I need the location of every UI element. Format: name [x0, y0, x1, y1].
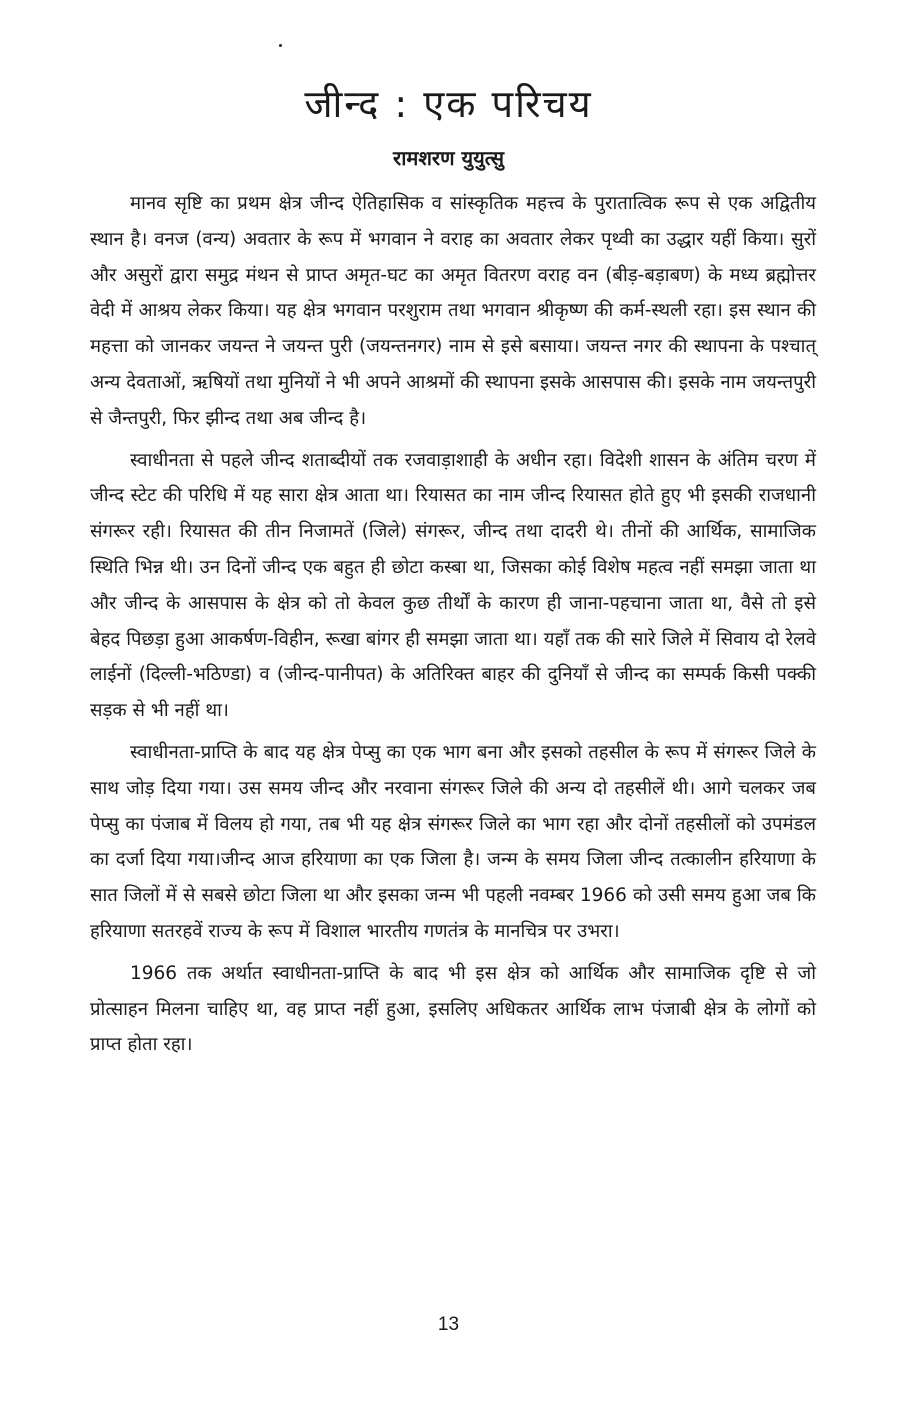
page-number: 13 [437, 1314, 460, 1335]
paragraph-3: स्वाधीनता-प्राप्ति के बाद यह क्षेत्र पेप्सु का एक भाग बना और इसको तहसील के रूप में संगरूर जिले के साथ जोड़ दिया गया। उस समय जीन्द और नरवाना संगरूर जिले की अन्य दो तहसीलें थी। आगे चलकर जब पेप्सु का पंजाब में विलय हो गया, तब भी यह क्षेत्र संगरूर जिले का भाग रहा और दोनों तहसीलों को उपमंडल का दर्जा दिया गया।जीन्द आज हरियाणा का एक जिला है। जन्म के समय जिला जीन्द तत्कालीन हरियाणा के सात जिलों में से सबसे छोटा जिला था और इसका जन्म भी पहली नवम्बर 1966 को उसी समय हुआ जब कि हरियाणा सतरहवें राज्य के रूप में विशाल भारतीय गणतंत्र के मानचित्र पर उभरा। [90, 741, 816, 942]
ink-speck [279, 44, 282, 47]
paragraph-4: 1966 तक अर्थात स्वाधीनता-प्राप्ति के बाद भी इस क्षेत्र को आर्थिक और सामाजिक दृष्टि से जो प्रोत्साहन मिलना चाहिए था, वह प्राप्त नहीं हुआ, इसलिए अधिकतर आर्थिक लाभ पंजाबी क्षेत्र के लोगों को प्राप्त होता रहा। [90, 962, 816, 1056]
paragraph-1: मानव सृष्टि का प्रथम क्षेत्र जीन्द ऐतिहासिक व सांस्कृतिक महत्त्व के पुरातात्विक रूप से एक अद्वितीय स्थान है। वनज (वन्य) अवतार के रूप में भगवान ने वराह का अवतार लेकर पृथ्वी का उद्धार यहीं किया। सुरों और असुरों द्वारा समुद्र मंथन से प्राप्त अमृत-घट का अमृत वितरण वराह वन (बीड़-बड़ाबण) के मध्य ब्रह्मोत्तर वेदी में आश्रय लेकर किया। यह क्षेत्र भगवान परशुराम तथा भगवान श्रीकृष्ण की कर्म-स्थली रहा। इस स्थान की महत्ता को जानकर जयन्त ने जयन्त पुरी (जयन्तनगर) नाम से इसे बसाया। जयन्त नगर की स्थापना के पश्चात् अन्य देवताओं, ऋषियों तथा मुनियों ने भी अपने आश्रमों की स्थापना इसके आसपास की। इसके नाम जयन्तपुरी से जैन्तपुरी, फिर झीन्द तथा अब जीन्द है। [90, 193, 817, 429]
chapter-body [90, 186, 816, 1069]
author-name: रामशरण युयुत्सु [393, 146, 504, 170]
paragraph-2: स्वाधीनता से पहले जीन्द शताब्दीयों तक रजवाड़ाशाही के अधीन रहा। विदेशी शासन के अंतिम चरण में जीन्द स्टेट की परिधि में यह सारा क्षेत्र आता था। रियासत का नाम जीन्द रियासत होते हुए भी इसकी राजधानी संगरूर रही। रियासत की तीन निजामतें (जिले) संगरूर, जीन्द तथा दादरी थे। तीनों की आर्थिक, सामाजिक स्थिति भिन्न थी। उन दिनों जीन्द एक बहुत ही छोटा कस्बा था, जिसका कोई विशेष महत्व नहीं समझा जाता था और जीन्द के आसपास के क्षेत्र को तो केवल कुछ तीर्थों के कारण ही जाना-पहचाना जाता था, वैसे तो इसे बेहद पिछड़ा हुआ आकर्षण-विहीन, रूखा बांगर ही समझा जाता था। यहाँ तक की सारे जिले में सिवाय दो रेलवे लाईनों (दिल्ली-भठिण्डा) व (जीन्द-पानीपत) के अतिरिक्त बाहर की दुनियाँ से जीन्द का सम्पर्क किसी पक्की सड़क से भी नहीं था। [90, 449, 816, 722]
chapter-title: जीन्द : एक परिचय [304, 82, 593, 126]
